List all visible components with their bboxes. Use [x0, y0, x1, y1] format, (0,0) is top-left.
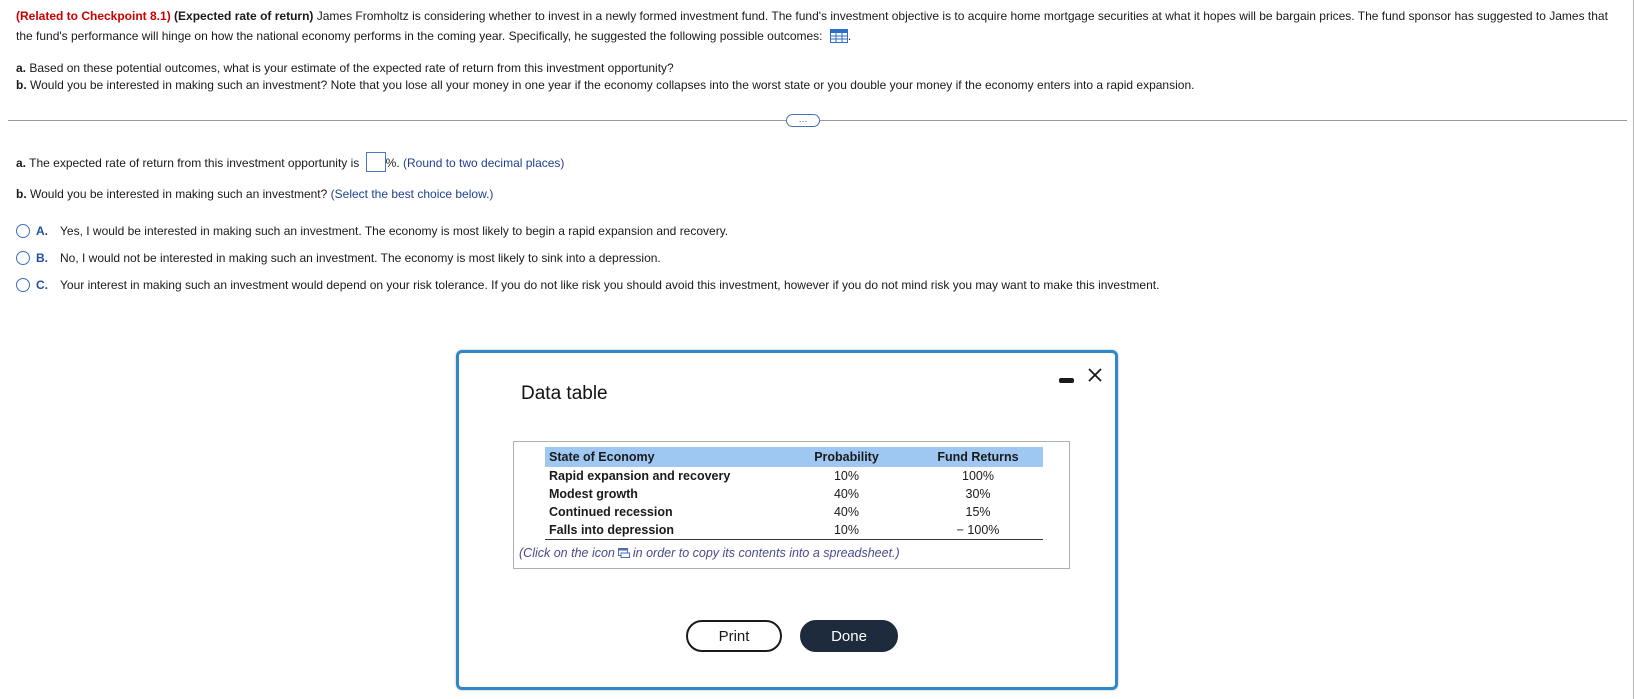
table-header-row [545, 447, 1043, 467]
scrollbar-edge [1633, 0, 1634, 699]
close-icon[interactable] [1085, 365, 1105, 385]
expand-button[interactable]: … [786, 114, 820, 127]
answer-a: a. The expected rate of return from this investment opportunity is %. (Round to two decimal places) [16, 152, 564, 172]
table-row [545, 503, 1043, 521]
column-header: Probability [780, 447, 913, 467]
data-table-icon[interactable] [830, 29, 848, 43]
copy-note: (Click on the icon in order to copy its contents into a spreadsheet.) [519, 546, 900, 560]
print-button[interactable]: Print [686, 620, 782, 652]
table-row [545, 467, 1043, 485]
probability-cell: 10% [833, 469, 860, 483]
table-row [545, 521, 1043, 540]
question-text: (Related to Checkpoint 8.1) (Expected rate of return) James Fromholtz is considering whether to invest in a newly formed investment fund. The fund's investment objective is to acquire home mortgage securities at what it hopes will be bargain prices. The fund sponsor has suggested to James that the fund's performance will hinge on how the national economy performs in the coming year. Specifically, he suggested the following possible outcomes: . [16, 9, 1608, 43]
table-row [545, 485, 1043, 503]
return-cell: − 100% [913, 521, 1043, 540]
state-cell: Falls into depression [545, 521, 780, 540]
data-table-container [513, 441, 1070, 569]
radio-button[interactable] [16, 251, 30, 265]
part-a: a. Based on these potential outcomes, what is your estimate of the expected rate of return from this investment opportunity? [16, 61, 674, 75]
copy-to-spreadsheet-icon[interactable] [618, 547, 630, 557]
question-title: (Expected rate of return) [174, 9, 314, 23]
part-b: b. Would you be interested in making such an investment? Note that you lose all your money in one year if the economy collapses into the worst state or you double your money if the economy enters into a rapid expansion. [16, 78, 1195, 92]
radio-button[interactable] [16, 224, 30, 238]
checkpoint-tag: (Related to Checkpoint 8.1) [16, 9, 171, 23]
data-table [545, 447, 1043, 540]
column-header: State of Economy [545, 447, 780, 467]
minimize-icon[interactable] [1059, 378, 1074, 383]
return-cell: 100% [962, 469, 995, 483]
state-cell: Continued recession [549, 505, 673, 519]
question-body: James Fromholtz is considering whether to invest in a newly formed investment fund. The fund's investment objective is to acquire home mortgage securities at what it hopes will be bargain prices. The fund sponsor has suggested to James that the fund's performance will hinge on how the national economy performs in the coming year. Specifically, he suggested the following possible outcomes: [16, 9, 1608, 43]
state-cell: Modest growth [549, 487, 638, 501]
probability-cell: 40% [833, 487, 860, 501]
select-hint: (Select the best choice below.) [330, 187, 494, 201]
data-table-dialog [456, 350, 1118, 690]
radio-button[interactable] [16, 278, 30, 292]
column-header: Fund Returns [913, 447, 1043, 467]
state-cell: Rapid expansion and recovery [549, 469, 731, 483]
probability-cell: 10% [780, 521, 913, 540]
return-cell: 30% [965, 487, 991, 501]
dialog-title: Data table [521, 383, 608, 404]
done-button[interactable]: Done [800, 620, 898, 652]
answer-b: b. Would you be interested in making such an investment? (Select the best choice below.) [16, 187, 494, 201]
question-parts [16, 60, 1194, 94]
rounding-hint: (Round to two decimal places) [403, 156, 565, 170]
probability-cell: 40% [833, 505, 860, 519]
return-cell: 15% [965, 505, 991, 519]
expected-return-input[interactable] [366, 152, 386, 172]
